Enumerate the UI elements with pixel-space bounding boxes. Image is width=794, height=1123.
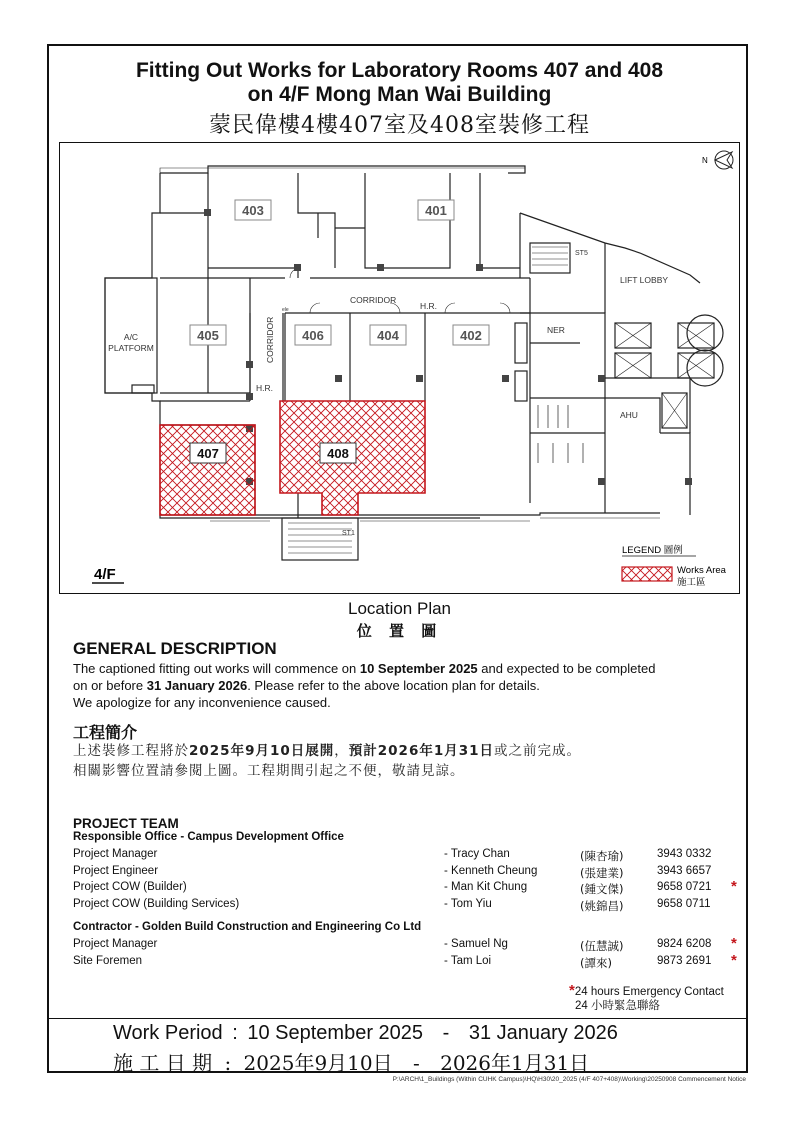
- emergency-contact-note: [569, 984, 724, 1013]
- line2-text-a: on or before: [73, 678, 147, 693]
- emergency-star: *: [731, 935, 737, 952]
- corridor-side-label: CORRIDOR: [265, 316, 275, 363]
- works-area-407: [160, 425, 255, 515]
- responsible-office-heading: Responsible Office - Campus Development Office: [73, 831, 344, 843]
- work-period-label: Work Period: [113, 1022, 223, 1044]
- room-408-label: 408: [327, 446, 349, 461]
- location-plan-caption: Location Plan: [347, 599, 452, 618]
- room-401-label: 401: [425, 203, 447, 218]
- team-row: [73, 848, 723, 864]
- north-label: N: [702, 156, 708, 165]
- general-description-zh-line-1: [73, 742, 581, 761]
- general-description-line-1: [73, 660, 723, 677]
- zh-line1-e: 或之前完成。: [494, 743, 582, 759]
- work-period-zh-end: 2026年1月31日: [440, 1051, 590, 1075]
- member-role: Project Manager: [73, 848, 158, 860]
- member-phone: 3943 6657: [657, 865, 712, 877]
- work-period-end: 31 January 2026: [468, 1022, 618, 1044]
- title-line-1: Fitting Out Works for Laboratory Rooms 407 and 408: [135, 59, 664, 82]
- member-phone: 9873 2691: [657, 955, 712, 967]
- member-name-zh: (伍慧誠): [580, 939, 624, 953]
- emergency-star: *: [731, 878, 737, 895]
- notice-frame: [47, 44, 748, 1073]
- end-date-bold: 31 January 2026: [146, 678, 248, 693]
- team-row: [73, 935, 737, 954]
- member-name-zh: (姚錦昌): [580, 899, 624, 913]
- work-period-zh-label: 施 工 日 期: [113, 1051, 213, 1075]
- general-description-zh-line-2: 相關影響位置請參閱上圖。工程期間引起之不便，敬請見諒。: [73, 763, 465, 779]
- zh-end-date-bold: 預計2026年1月31日: [348, 743, 495, 759]
- zh-line1-c: ，: [334, 743, 349, 759]
- title-line-2: on 4/F Mong Man Wai Building: [247, 83, 552, 106]
- member-name-zh: (鍾文傑): [580, 882, 624, 896]
- ele-label: ele: [282, 307, 289, 313]
- member-name: - Tom Yiu: [444, 898, 492, 910]
- room-402-label: 402: [460, 328, 482, 343]
- hr-label-side: H.R.: [256, 383, 273, 393]
- member-name: - Samuel Ng: [444, 938, 508, 950]
- line1-text-a: The captioned fitting out works will commence on: [73, 661, 360, 676]
- work-period-start: 10 September 2025: [247, 1022, 424, 1044]
- file-path-footer: P:\ARCH\1_Buildings (Within CUHK Campus)\HQ\H30\20_2025 (4/F 407+408)\Working\20250908 Commencement Notice: [392, 1076, 746, 1083]
- room-404-label: 404: [377, 328, 399, 343]
- member-role: Project COW (Building Services): [73, 898, 240, 910]
- member-phone: 9824 6208: [657, 938, 712, 950]
- team-row: [73, 878, 737, 897]
- north-arrow-icon: [715, 151, 733, 169]
- member-phone: 9658 0721: [657, 881, 712, 893]
- contractor-heading: Contractor - Golden Build Construction and Engineering Co Ltd: [73, 921, 422, 933]
- floor-label: 4/F: [94, 566, 116, 583]
- member-role: Site Foremen: [73, 955, 143, 967]
- team-row: [73, 865, 723, 881]
- emergency-note-en: 24 hours Emergency Contact: [574, 986, 724, 998]
- legend-works-area-zh: 施工區: [677, 577, 706, 588]
- member-phone: 9658 0711: [657, 898, 711, 910]
- room-406-label: 406: [302, 328, 324, 343]
- member-name-zh: (陳杏瑜): [580, 849, 624, 863]
- hr-label-top: H.R.: [420, 301, 437, 311]
- member-role: Project COW (Builder): [73, 881, 187, 893]
- lift-lobby-label: LIFT LOBBY: [620, 275, 669, 285]
- work-period-dash: -: [442, 1022, 450, 1044]
- location-plan-caption-zh: 位 置 圖: [356, 622, 443, 640]
- emergency-note-zh: 24 小時緊急聯絡: [575, 1000, 660, 1012]
- work-period-zh: [113, 1047, 589, 1076]
- title-chinese: 蒙民偉樓4樓407室及408室裝修工程: [209, 113, 590, 138]
- zh-line1-a: 上述裝修工程將於: [73, 743, 189, 759]
- zh-start-date-bold: 2025年9月10日展開: [189, 743, 335, 759]
- line1-text-c: and expected to be completed: [477, 661, 656, 676]
- general-description-heading: GENERAL DESCRIPTION: [73, 639, 277, 658]
- work-period-en: [113, 1022, 618, 1045]
- legend-works-area-en: Works Area: [677, 565, 726, 576]
- legend-works-area-swatch: [622, 567, 672, 581]
- general-description-line-2: [73, 677, 723, 694]
- st1-label: ST1: [342, 530, 355, 537]
- general-description-line-3: We apologize for any inconvenience caused.: [73, 695, 331, 710]
- location-plan-box: [59, 142, 740, 594]
- emergency-note-star: *: [569, 982, 575, 999]
- member-name-zh: (譚來): [580, 956, 612, 970]
- team-row: [73, 898, 723, 914]
- member-name: - Man Kit Chung: [444, 881, 528, 893]
- work-period-colon: :: [232, 1022, 238, 1044]
- team-row: [73, 952, 737, 971]
- line2-text-c: . Please refer to the above location plan for details.: [247, 678, 540, 693]
- work-period-divider: [49, 1018, 746, 1019]
- legend-title: LEGEND 圖例: [622, 545, 683, 556]
- st5-label: ST5: [575, 250, 588, 257]
- project-team-heading: PROJECT TEAM: [73, 816, 179, 831]
- ac-platform-label-2: PLATFORM: [108, 343, 154, 353]
- member-role: Project Engineer: [73, 865, 159, 877]
- member-name-zh: (張建業): [580, 866, 624, 880]
- room-407-label: 407: [197, 446, 219, 461]
- work-period-zh-start: 2025年9月10日: [243, 1051, 393, 1075]
- ahu-label: AHU: [620, 410, 638, 420]
- floor-plan: [60, 143, 738, 592]
- room-405-label: 405: [197, 328, 219, 343]
- work-period-zh-colon: :: [224, 1051, 232, 1075]
- member-name: - Tracy Chan: [444, 848, 510, 860]
- general-description-zh-heading: 工程簡介: [73, 723, 138, 742]
- corridor-label: CORRIDOR: [350, 295, 397, 305]
- emergency-star: *: [731, 952, 737, 969]
- ac-platform-label-1: A/C: [123, 332, 139, 342]
- work-period-zh-dash: -: [412, 1051, 420, 1075]
- start-date-bold: 10 September 2025: [359, 661, 478, 676]
- member-phone: 3943 0332: [657, 848, 712, 860]
- member-name: - Tam Loi: [444, 955, 492, 967]
- ner-label: NER: [547, 325, 565, 335]
- member-role: Project Manager: [73, 938, 158, 950]
- room-403-label: 403: [242, 203, 264, 218]
- member-name: - Kenneth Cheung: [444, 865, 538, 877]
